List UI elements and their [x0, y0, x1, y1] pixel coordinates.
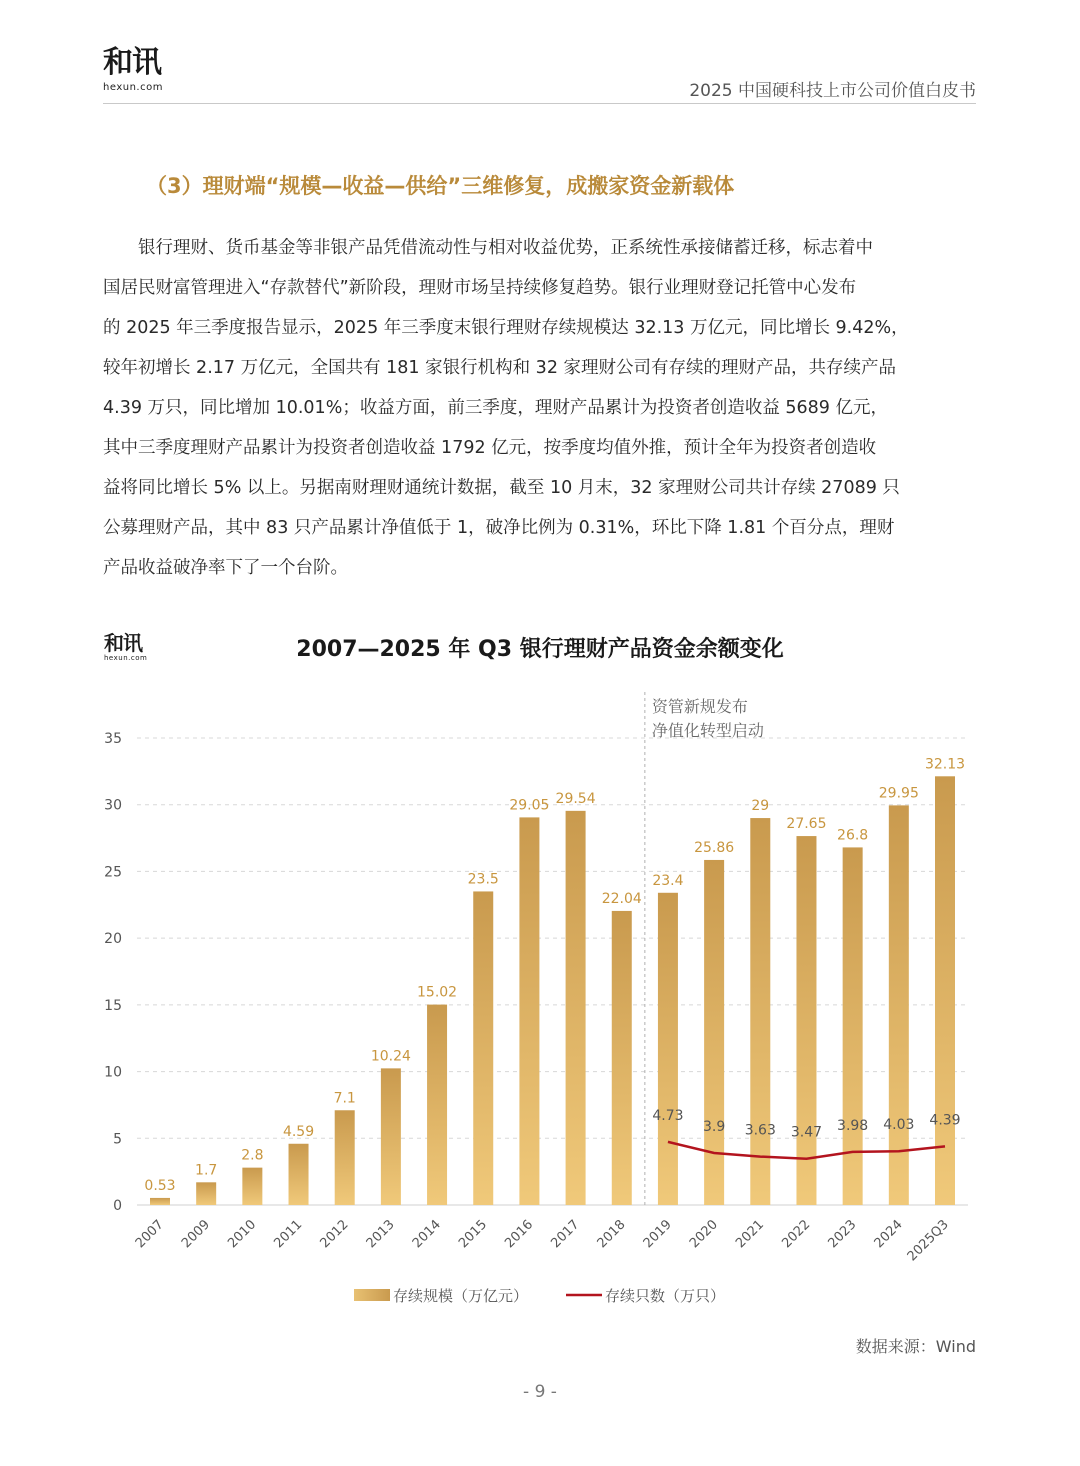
x-tick-label: 2025Q3 — [904, 1217, 952, 1265]
line-value-label: 3.63 — [744, 1122, 776, 1139]
page-number: - 9 - — [523, 1382, 557, 1402]
data-source: 数据来源：Wind — [855, 1337, 976, 1356]
paragraph-line: 公募理财产品，其中 83 只产品累计净值低于 1，破净比例为 0.31%，环比下降 1.81 个百分点，理财 — [103, 518, 895, 538]
document-title: 2025 中国硬科技上市公司价值白皮书 — [689, 81, 976, 101]
bar — [935, 776, 955, 1205]
x-tick-label: 2016 — [502, 1217, 537, 1252]
bar — [150, 1198, 170, 1205]
bar — [381, 1068, 401, 1205]
section-heading: （3）理财端“规模—收益—供给”三维修复，成搬家资金新载体 — [146, 174, 735, 198]
y-tick-label: 30 — [104, 797, 122, 814]
bar-value-label: 32.13 — [924, 756, 966, 773]
bar-line-chart — [0, 680, 1080, 1320]
bar-value-label: 1.7 — [195, 1162, 218, 1179]
bar — [796, 836, 816, 1205]
x-tick-label: 2015 — [456, 1217, 491, 1252]
bar-value-label: 23.4 — [652, 872, 684, 889]
line-value-label: 3.47 — [790, 1124, 823, 1141]
bar — [658, 893, 678, 1205]
bar-value-label: 2.8 — [241, 1147, 264, 1164]
annotation-text: 资管新规发布 — [651, 697, 748, 716]
bar — [473, 891, 493, 1205]
bar — [519, 817, 539, 1205]
paragraph-line: 益将同比增长 5% 以上。另据南财理财通统计数据，截至 10 月末，32 家理财公司共计存续 27089 只 — [103, 478, 900, 498]
y-tick-label: 25 — [104, 864, 122, 881]
paragraph-line: 产品收益破净率下了一个台阶。 — [103, 558, 348, 578]
bar-value-label: 0.53 — [144, 1177, 176, 1194]
chart-title: 2007—2025 年 Q3 银行理财产品资金余额变化 — [296, 637, 784, 662]
bar — [566, 811, 586, 1205]
x-tick-label: 2010 — [225, 1217, 260, 1252]
bar-value-label: 29.95 — [878, 785, 919, 802]
bar — [242, 1168, 262, 1205]
bar — [289, 1144, 309, 1205]
legend-label-line: 存续只数（万只） — [605, 1287, 726, 1305]
page-header — [103, 46, 976, 102]
y-tick-label: 5 — [113, 1131, 122, 1148]
x-tick-label: 2007 — [132, 1217, 167, 1252]
bar — [196, 1182, 216, 1205]
y-tick-label: 35 — [104, 731, 122, 747]
bar-value-label: 22.04 — [601, 890, 642, 907]
header-divider — [103, 103, 976, 104]
chart-logo-english: hexun.com — [104, 654, 148, 662]
bar-value-label: 29.05 — [509, 797, 550, 814]
x-tick-label: 2022 — [779, 1217, 814, 1252]
paragraph-line: 银行理财、货币基金等非银产品凭借流动性与相对收益优势，正系统性承接储蓄迁移，标志着中 — [103, 238, 873, 258]
bar-value-label: 29.54 — [555, 790, 596, 807]
hexun-logo — [103, 46, 183, 98]
bar — [335, 1110, 355, 1205]
annotation-text: 净值化转型启动 — [651, 721, 764, 740]
x-tick-label: 2017 — [548, 1217, 583, 1252]
x-tick-label: 2023 — [825, 1217, 860, 1252]
line-value-label: 4.39 — [929, 1112, 961, 1129]
x-tick-label: 2024 — [871, 1217, 906, 1252]
bar-value-label: 26.8 — [837, 827, 869, 844]
bar — [750, 818, 770, 1205]
logo-chinese: 和讯 — [103, 45, 161, 80]
bar-value-label: 4.59 — [282, 1123, 315, 1140]
x-tick-label: 2014 — [409, 1217, 444, 1252]
chart-logo-chinese: 和讯 — [104, 631, 142, 655]
line-value-label: 4.73 — [652, 1107, 684, 1124]
paragraph-line: 较年初增长 2.17 万亿元，全国共有 181 家银行机构和 32 家理财公司有存续的理财产品，共存续产品 — [103, 358, 897, 378]
line-value-label: 3.9 — [702, 1118, 726, 1135]
x-tick-label: 2021 — [733, 1217, 768, 1252]
line-value-label: 4.03 — [883, 1117, 915, 1134]
bar-value-label: 27.65 — [786, 816, 827, 833]
paragraph-line: 国居民财富管理进入“存款替代”新阶段，理财市场呈持续修复趋势。银行业理财登记托管中心发布 — [103, 278, 857, 298]
bar-value-label: 25.86 — [694, 839, 735, 856]
bar-value-label: 7.1 — [333, 1090, 356, 1107]
x-tick-label: 2011 — [271, 1217, 306, 1252]
paragraph-line: 其中三季度理财产品累计为投资者创造收益 1792 亿元，按季度均值外推，预计全年为投资者创造收 — [103, 438, 877, 458]
y-tick-label: 10 — [104, 1064, 122, 1081]
legend-label-bar: 存续规模（万亿元） — [393, 1287, 529, 1305]
body-paragraph — [103, 228, 977, 588]
x-tick-label: 2012 — [317, 1217, 352, 1252]
bar — [889, 805, 909, 1205]
paragraph-line: 4.39 万只，同比增加 10.01%；收益方面，前三季度，理财产品累计为投资者创造收益 5689 亿元， — [103, 398, 888, 418]
line-value-label: 3.98 — [837, 1117, 869, 1134]
bar-value-label: 29 — [751, 798, 770, 815]
bar-value-label: 10.24 — [370, 1048, 411, 1065]
y-tick-label: 0 — [113, 1198, 122, 1214]
y-tick-label: 20 — [104, 931, 122, 948]
bar — [427, 1005, 447, 1205]
legend-swatch-bar — [354, 1289, 390, 1301]
bar-value-label: 23.5 — [467, 871, 499, 888]
paragraph-line: 的 2025 年三季度报告显示，2025 年三季度末银行理财存续规模达 32.13 万亿元，同比增长 9.42%， — [103, 318, 909, 338]
bar-value-label: 15.02 — [417, 984, 458, 1001]
bar — [612, 911, 632, 1205]
y-tick-label: 15 — [104, 997, 122, 1014]
x-tick-label: 2009 — [178, 1217, 214, 1252]
x-tick-label: 2018 — [594, 1217, 629, 1252]
x-tick-label: 2019 — [640, 1217, 675, 1252]
x-tick-label: 2013 — [363, 1217, 398, 1252]
logo-english: hexun.com — [103, 82, 163, 93]
x-tick-label: 2020 — [686, 1217, 721, 1252]
